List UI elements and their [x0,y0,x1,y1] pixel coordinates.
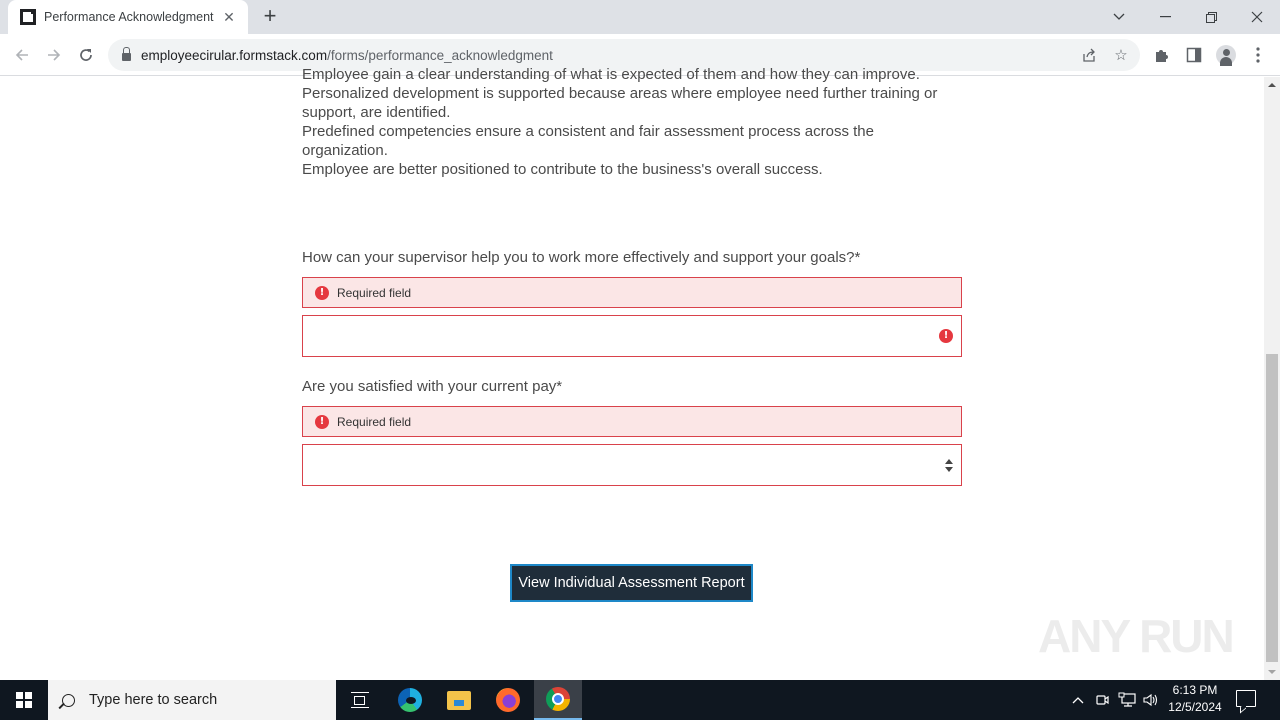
chrome-icon [546,687,570,711]
edge-icon [398,688,422,712]
firefox-taskbar-button[interactable] [484,680,532,720]
edge-taskbar-button[interactable] [386,680,434,720]
clock-time: 6:13 PM [1172,683,1218,697]
search-placeholder: Type here to search [89,692,218,708]
taskbar-clock[interactable] [1162,682,1228,716]
back-arrow-icon[interactable] [9,42,35,68]
show-hidden-icons-chevron-icon[interactable] [1068,680,1088,720]
action-center-icon[interactable] [1236,690,1256,707]
avatar [1216,45,1236,65]
required-field-error [302,277,962,308]
share-icon[interactable] [1080,47,1098,65]
bookmark-star-icon[interactable]: ☆ [1114,47,1128,64]
firefox-icon [496,688,520,712]
error-icon: ! [315,286,329,300]
pay-satisfaction-select[interactable] [302,444,962,486]
lock-icon[interactable] [122,53,131,61]
intro-line: Employee gain a clear understanding of what is expected of them and how they can improve. [302,66,920,83]
window-close-icon[interactable] [1234,0,1280,34]
required-field-error [302,406,962,437]
start-button[interactable] [0,680,48,720]
taskbar-search-box[interactable] [48,680,336,720]
forward-arrow-icon[interactable] [41,42,67,68]
profile-avatar-icon[interactable] [1216,45,1236,65]
supervisor-help-field [302,315,962,357]
url-path: /forms/performance_acknowledgment [327,47,553,63]
volume-icon[interactable] [1140,680,1162,720]
side-panel-icon[interactable] [1184,45,1204,65]
reload-icon[interactable] [73,42,99,68]
file-explorer-icon [447,691,471,710]
view-assessment-report-button[interactable]: View Individual Assessment Report [510,564,753,602]
tab-search-chevron-down-icon[interactable] [1096,0,1142,34]
intro-line: Personalized development is supported because areas where employee need further training or support, are identified. [302,85,938,121]
minimize-icon[interactable] [1142,0,1188,34]
scroll-up-arrow-icon[interactable] [1264,77,1280,93]
url-text[interactable] [141,48,553,63]
new-tab-plus-icon[interactable]: + [263,3,277,28]
restore-icon[interactable] [1188,0,1234,34]
meet-now-icon[interactable] [1092,680,1112,720]
task-view-button[interactable] [336,680,384,720]
browser-tab-performance-acknowledgment[interactable] [8,0,248,34]
extensions-icon[interactable] [1152,45,1172,65]
supervisor-help-input[interactable] [303,316,961,356]
select-updown-arrows-icon [945,459,953,473]
error-icon: ! [315,415,329,429]
clock-date: 12/5/2024 [1168,700,1222,714]
menu-kebab-icon[interactable] [1248,45,1268,65]
error-text: Required field [337,414,412,429]
windows-logo-icon [16,692,32,708]
error-text: Required field [337,285,412,300]
intro-benefits-text [302,65,962,179]
page-scrollbar[interactable] [1264,77,1280,680]
question-pay-satisfaction-label: Are you satisfied with your current pay* [302,378,563,395]
windows-taskbar [0,680,1280,720]
network-icon[interactable] [1116,680,1138,720]
scroll-down-arrow-icon[interactable] [1264,664,1280,680]
intro-line: Employee are better positioned to contribute to the business's overall success. [302,161,823,178]
intro-line: Predefined competencies ensure a consistent and fair assessment process across the organization. [302,123,874,159]
task-view-icon [351,692,369,708]
chrome-taskbar-button[interactable] [534,680,582,720]
anyrun-watermark: ANY RUN [1038,610,1233,662]
search-icon [62,694,75,707]
browser-tab-strip [0,0,1280,34]
tab-title: Performance Acknowledgment [44,10,214,24]
file-explorer-taskbar-button[interactable] [435,680,483,720]
page-content [0,66,1264,680]
url-domain: employeecirular.formstack.com [141,47,328,63]
tab-close-icon[interactable]: ✕ [223,8,235,25]
input-error-icon: ! [939,329,953,343]
formstack-favicon-icon [20,9,36,25]
scrollbar-thumb[interactable] [1266,354,1278,662]
question-supervisor-help-label: How can your supervisor help you to work more effectively and support your goals?* [302,249,861,266]
